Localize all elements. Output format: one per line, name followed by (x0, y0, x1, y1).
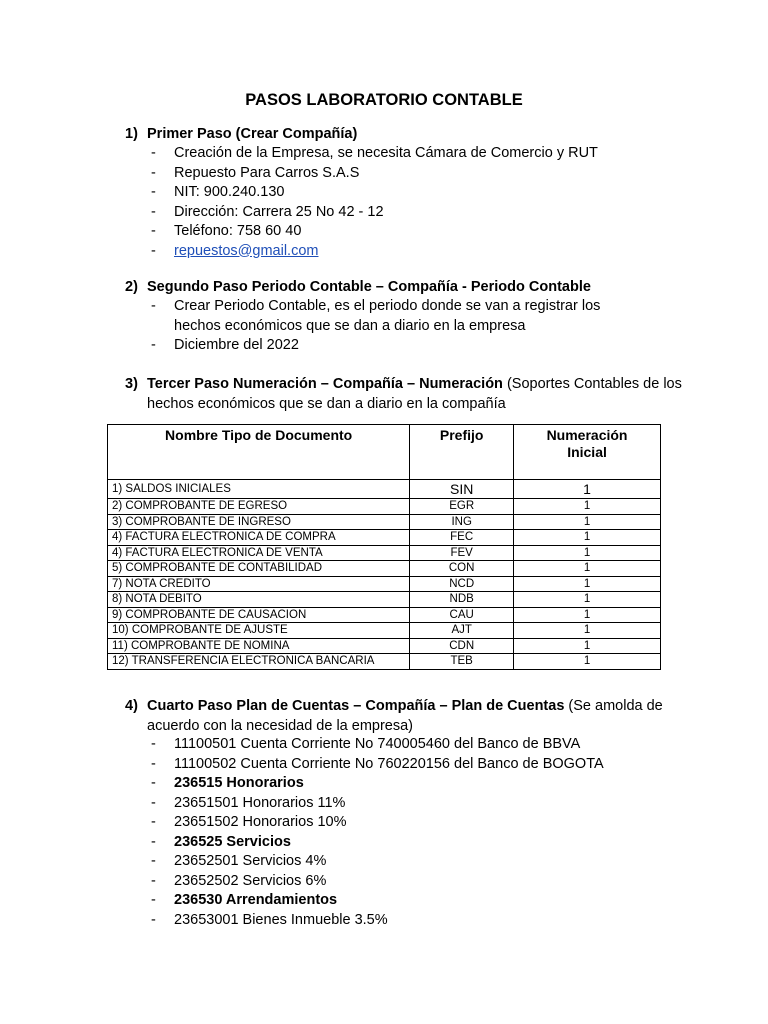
cell-initial-number: 1 (514, 499, 661, 515)
table-row (108, 545, 661, 561)
cell-prefix: TEB (410, 654, 514, 670)
list-item (151, 774, 674, 794)
list-item-text: 23651502 Honorarios 10% (174, 814, 347, 830)
list-item-text: Creación de la Empresa, se necesita Cámara de Comercio y RUT (174, 145, 598, 161)
bullet-dash: - (151, 164, 156, 181)
cell-prefix: EGR (410, 499, 514, 515)
column-header-initial-number: Numeración Inicial (514, 425, 661, 480)
table-row (108, 530, 661, 546)
bullet-dash: - (151, 853, 156, 869)
cell-document-name: 8) NOTA DEBITO (108, 592, 410, 608)
table-row (108, 607, 661, 623)
list-item-text: 23652501 Servicios 4% (174, 853, 327, 869)
cell-prefix: NCD (410, 576, 514, 592)
cell-document-name: 10) COMPROBANTE DE AJUSTE (108, 623, 410, 639)
table-row (108, 561, 661, 577)
list-item (151, 891, 674, 911)
cell-document-name: 1) SALDOS INICIALES (108, 480, 410, 499)
list-item-text: 23652502 Servicios 6% (174, 872, 327, 889)
table-header-row (108, 425, 661, 480)
step2-title: Segundo Paso Periodo Contable – Compañía - Periodo Contable (147, 279, 591, 295)
cell-initial-number: 1 (514, 514, 661, 530)
table-row (108, 514, 661, 530)
table-row (108, 638, 661, 654)
list-item (151, 735, 674, 755)
cell-initial-number: 1 (514, 530, 661, 546)
list-item (151, 755, 674, 775)
list-item (151, 852, 674, 872)
step3-description: (Soportes Contables de los hechos económicos que se dan a diario en la compañía (147, 376, 682, 412)
list-item-text: 236530 Arrendamientos (174, 892, 338, 908)
cell-prefix: CAU (410, 607, 514, 623)
table-row (108, 499, 661, 515)
bullet-dash: - (151, 775, 156, 791)
list-item (151, 297, 644, 336)
cell-initial-number: 1 (514, 623, 661, 639)
document-title: PASOS LABORATORIO CONTABLE (245, 91, 523, 109)
bullet-dash: - (151, 184, 156, 200)
list-item-text: 236515 Honorarios (174, 775, 304, 791)
bullet-dash: - (151, 223, 156, 239)
cell-prefix: SIN (410, 480, 514, 499)
step1-title: Primer Paso (Crear Compañía) (147, 126, 358, 142)
list-item-text: Dirección: Carrera 25 No 42 - 12 (174, 203, 384, 220)
cell-initial-number: 1 (514, 545, 661, 561)
cell-document-name: 3) COMPROBANTE DE INGRESO (108, 514, 410, 530)
step4-list (151, 735, 674, 930)
list-item (151, 911, 674, 931)
table-row (108, 623, 661, 639)
cell-prefix: AJT (410, 623, 514, 639)
cell-document-name: 2) COMPROBANTE DE EGRESO (108, 499, 410, 515)
table-row (108, 576, 661, 592)
cell-document-name: 4) FACTURA ELECTRONICA DE COMPRA (108, 530, 410, 546)
list-item (151, 203, 674, 223)
bullet-dash: - (151, 145, 156, 161)
column-header-prefix: Prefijo (410, 425, 514, 480)
list-item (151, 183, 674, 203)
cell-initial-number: 1 (514, 654, 661, 670)
list-item-text: 11100501 Cuenta Corriente No 740005460 del Banco de BBVA (174, 736, 581, 752)
list-item (151, 144, 674, 164)
table-row (108, 654, 661, 670)
list-item-text: Diciembre del 2022 (174, 337, 299, 353)
list-item (151, 164, 674, 184)
step2-number: 2) (125, 279, 138, 295)
bullet-dash: - (151, 298, 156, 314)
list-item-text: 236525 Servicios (174, 833, 291, 850)
bullet-dash: - (151, 755, 156, 772)
list-item (151, 242, 674, 262)
step3-number: 3) (125, 376, 138, 392)
list-item-text: 23653001 Bienes Inmueble 3.5% (174, 911, 388, 928)
cell-initial-number: 1 (514, 592, 661, 608)
step2-list (151, 297, 674, 356)
bullet-dash: - (151, 833, 156, 850)
step3-title: Tercer Paso Numeración – Compañía – Numeración (147, 376, 503, 392)
bullet-dash: - (151, 892, 156, 908)
bullet-dash: - (151, 203, 156, 220)
step1-list (151, 144, 674, 261)
cell-document-name: 12) TRANSFERENCIA ELECTRONICA BANCARIA (108, 654, 410, 670)
step4-description: (Se amolda de acuerdo con la necesidad de la empresa) (147, 698, 663, 734)
step4-title: Cuarto Paso Plan de Cuentas – Compañía – Plan de Cuentas (147, 698, 565, 714)
list-item (151, 336, 674, 356)
cell-prefix: ING (410, 514, 514, 530)
cell-prefix: FEV (410, 545, 514, 561)
table-row (108, 480, 661, 499)
cell-document-name: 9) COMPROBANTE DE CAUSACION (108, 607, 410, 623)
cell-initial-number: 1 (514, 607, 661, 623)
bullet-dash: - (151, 242, 156, 259)
cell-prefix: CDN (410, 638, 514, 654)
bullet-dash: - (151, 337, 156, 353)
cell-document-name: 11) COMPROBANTE DE NOMINA (108, 638, 410, 654)
list-item-text: 11100502 Cuenta Corriente No 760220156 del Banco de BOGOTA (174, 755, 604, 772)
cell-initial-number: 1 (514, 638, 661, 654)
list-item (151, 794, 674, 814)
bullet-dash: - (151, 794, 156, 811)
list-item-text: 23651501 Honorarios 11% (174, 794, 346, 811)
list-item-text: Teléfono: 758 60 40 (174, 223, 302, 239)
list-item-text: Repuesto Para Carros S.A.S (174, 164, 360, 181)
document-types-table (107, 424, 661, 670)
list-item (151, 833, 674, 853)
list-item-text: NIT: 900.240.130 (174, 184, 285, 200)
list-item (151, 872, 674, 892)
table-row (108, 592, 661, 608)
column-header-name: Nombre Tipo de Documento (108, 425, 410, 480)
step4-number: 4) (125, 698, 138, 714)
cell-prefix: CON (410, 561, 514, 577)
cell-initial-number: 1 (514, 480, 661, 499)
cell-prefix: FEC (410, 530, 514, 546)
bullet-dash: - (151, 872, 156, 889)
cell-document-name: 5) COMPROBANTE DE CONTABILIDAD (108, 561, 410, 577)
list-item (151, 222, 674, 242)
list-item (151, 813, 674, 833)
cell-document-name: 4) FACTURA ELECTRONICA DE VENTA (108, 545, 410, 561)
email-link[interactable]: repuestos@gmail.com (174, 242, 319, 259)
cell-initial-number: 1 (514, 561, 661, 577)
step1-number: 1) (125, 126, 138, 142)
bullet-dash: - (151, 911, 156, 928)
bullet-dash: - (151, 736, 156, 752)
cell-initial-number: 1 (514, 576, 661, 592)
cell-document-name: 7) NOTA CREDITO (108, 576, 410, 592)
list-item-text: Crear Periodo Contable, es el periodo donde se van a registrar los hechos económicos que se dan a diario en la empresa (174, 298, 601, 334)
cell-prefix: NDB (410, 592, 514, 608)
bullet-dash: - (151, 814, 156, 830)
